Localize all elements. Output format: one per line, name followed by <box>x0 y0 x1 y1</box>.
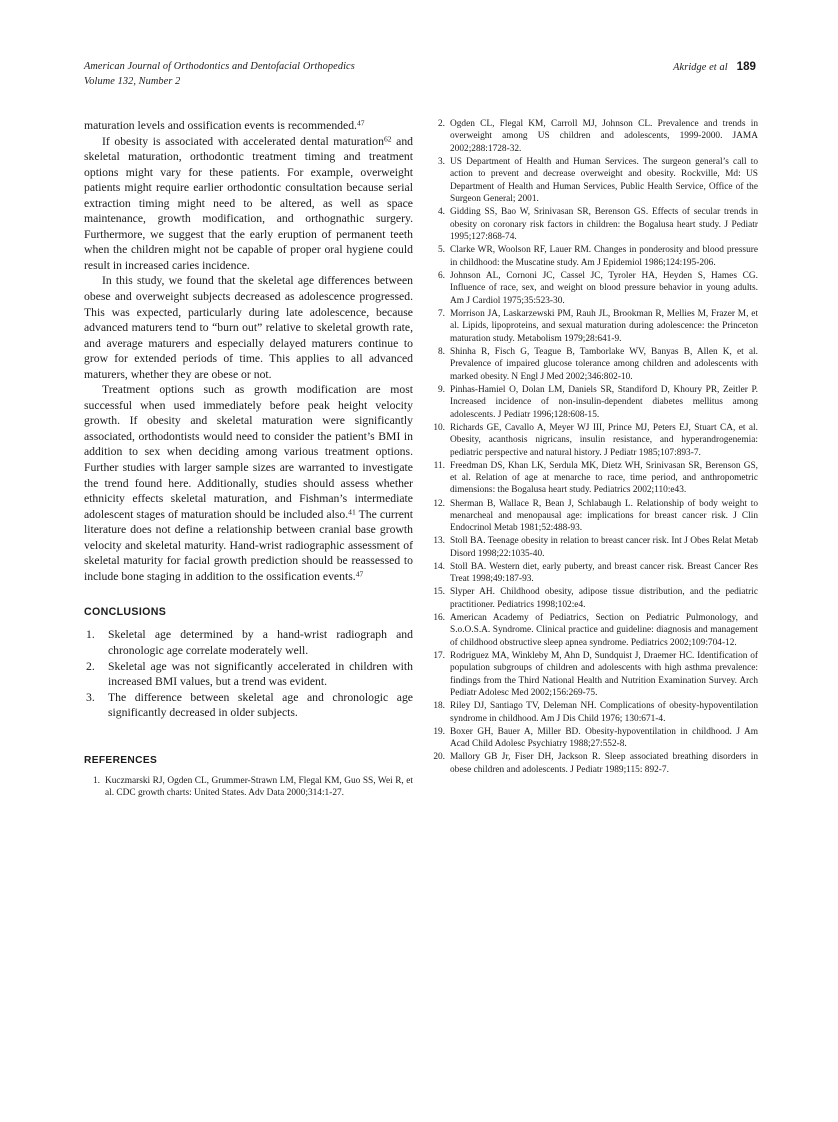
discussion-paragraph: In this study, we found that the skeletal age differences between obese and overweight subjects decreased as adolescence progressed. This was expected, particularly during late adolescence, because advanced maturers tend to “burn out” relative to skeletal growth rate, and average maturers and especially delayed maturers continue to grow for extended periods of time. This applies to all advanced maturers, whether they are obese or not. <box>84 274 413 381</box>
reference-number: 15. <box>433 587 445 598</box>
reference-text: Shinha R, Fisch G, Teague B, Tamborlake WV, Banyas B, Allen K, et al. Prevalence of impaired glucose tolerance among children and adolescents with marked obesity. N Engl J Med 2002;346:802-10. <box>450 346 758 382</box>
discussion-paragraph: Treatment options such as growth modification are most successful when used immediately before peak height velocity growth. If obesity and skeletal maturation were significantly associated, orthodontists would need to consider the patient’s BMI in addition to sex when deciding among various treatment options. Further studies with larger sample sizes are warranted to investigate the trend found here. Additionally, studies should assess whether ethnicity effects skeletal maturation, and Fishman’s intermediate adolescent stages of maturation should be included also.$^{41}$ The current literature does not define a relationship between cranial base growth velocity and skeletal maturity. Hand-wrist radiographic assessment of skeletal maturity for facial growth prediction should be reassessed to include bone staging in addition to the ossification events.$^{47}$ <box>84 383 413 583</box>
conclusion-number: 1. <box>86 628 95 642</box>
reference-number: 2. <box>437 119 445 129</box>
references-heading: REFERENCES <box>84 754 158 766</box>
reference-item <box>429 206 758 243</box>
conclusion-text: Skeletal age was not significantly accelerated in children with increased BMI values, but a trend was evident. <box>108 659 413 689</box>
reference-text: Sherman B, Wallace R, Bean J, Schlabaugh L. Relationship of body weight to menarcheal and menopausal age: implications for breast cancer risk. J Clin Endocrinol Metab 1981;52:488-93. <box>450 498 758 534</box>
reference-text: US Department of Health and Human Services. The surgeon general’s call to action to prevent and decrease overweight and obesity. Rockville, Md: US Department of Health and Human Services, Public Health Service, Office of the Surgeon General; 2001. <box>450 156 758 205</box>
reference-item <box>429 346 758 383</box>
reference-text: Stoll BA. Teenage obesity in relation to breast cancer risk. Int J Obes Relat Metab Disord 1998;22:1035-40. <box>450 536 758 559</box>
reference-item <box>429 498 758 535</box>
references-list-left <box>84 775 413 800</box>
conclusion-number: 3. <box>86 690 95 704</box>
conclusion-number: 2. <box>86 659 95 673</box>
reference-text: Johnson AL, Cornoni JC, Cassel JC, Tyroler HA, Heyden S, Hames CG. Influence of race, sex, and weight on blood pressure behavior in young adults. Am J Cardiol 1975;35:523-30. <box>450 270 758 306</box>
reference-item <box>429 612 758 649</box>
reference-number: 8. <box>437 346 445 357</box>
conclusion-item <box>84 690 413 721</box>
reference-text: Riley DJ, Santiago TV, Deleman NH. Complications of obesity-hypoventilation syndrome in childhood. Am J Dis Child 1976; 130:671-4. <box>450 701 758 724</box>
reference-text: American Academy of Pediatrics, Section on Pediatric Pulmonology, and S.o.O.S.A. Syndrome. Clinical practice and guideline: diagnosis and management of childhood obstructive sleep apnea syndrome. Pediatrics 2002;109:704-12. <box>450 612 758 648</box>
running-head-authors: Akridge et al <box>673 62 728 73</box>
reference-text: Gidding SS, Bao W, Srinivasan SR, Berenson GS. Effects of secular trends in obesity on coronary risk factors in children: the Bogalusa heart study. J Pediatr 1995;127:868-74. <box>450 207 758 243</box>
reference-item <box>429 270 758 307</box>
reference-number: 1. <box>92 775 100 786</box>
reference-item <box>429 156 758 206</box>
discussion-paragraph: If obesity is associated with accelerated dental maturation$^{62}$ and skeletal maturation, orthodontic treatment timing and treatment options might vary for these patients. For example, overweight patients might require earlier orthodontic consultation because serial extraction timing might need to be altered, as well as space maintenance, growth modification, and orthognathic surgery. Furthermore, we suggest that the early eruption of permanent teeth when the children might not be capable of proper oral hygiene could result in increased caries incidence. <box>84 133 414 272</box>
reference-text: Rodriguez MA, Winkleby M, Ahn D, Sundquist J, Draemer HC. Identification of population subgroups of children and adolescents with high asthma prevalence: findings from the Third National Health and Nutrition Examination Survey. Arch Pediatr Adolesc Med 2002;156:269-75. <box>450 650 758 699</box>
reference-number: 7. <box>437 308 445 319</box>
reference-number: 9. <box>437 384 445 395</box>
page-number: 189 <box>736 60 756 73</box>
reference-item <box>429 422 758 459</box>
reference-number: 11. <box>433 460 445 471</box>
reference-item <box>429 308 758 345</box>
reference-text: Morrison JA, Laskarzewski PM, Rauh JL, Brookman R, Mellies M, Frazer M, et al. Lipids, lipoproteins, and sexual maturation during adolescence: the Princeton maturation study. Metabolism 1979;28:641-9. <box>450 308 758 344</box>
reference-item <box>429 244 758 269</box>
discussion-paragraphs <box>84 118 413 584</box>
journal-title: American Journal of Orthodontics and Dentofacial Orthopedics <box>84 61 355 72</box>
running-head-right <box>673 60 756 73</box>
two-column-body <box>84 118 758 800</box>
discussion-paragraph: maturation levels and ossification events is recommended.$^{47}$ <box>84 118 365 132</box>
reference-item <box>429 535 758 560</box>
reference-number: 20. <box>433 752 445 763</box>
right-column <box>429 118 758 800</box>
reference-text: Kuczmarski RJ, Ogden CL, Grummer-Strawn LM, Flegal KM, Guo SS, Wei R, et al. CDC growth charts: United States. Adv Data 2000;314:1-27. <box>105 775 413 799</box>
reference-number: 18. <box>433 701 445 712</box>
running-head-left <box>84 60 355 89</box>
reference-item <box>429 460 758 497</box>
reference-text: Boxer GH, Bauer A, Miller BD. Obesity-hypoventilation in childhood. J Am Acad Child Adolesc Psychiatry 1988;27:552-8. <box>450 726 758 750</box>
reference-item <box>429 700 758 725</box>
conclusion-text: Skeletal age determined by a hand-wrist radiograph and chronologic age correlate moderately well. <box>108 628 413 657</box>
conclusions-list <box>84 627 413 721</box>
conclusion-text: The difference between skeletal age and chronologic age significantly decreased in older subjects. <box>108 690 413 720</box>
reference-text: Pinhas-Hamiel O, Dolan LM, Daniels SR, Standiford D, Khoury PR, Zeitler P. Increased incidence of non-insulin-dependent diabetes mellitus among adolescents. J Pediatr 1996;128:608-15. <box>450 384 758 420</box>
reference-number: 6. <box>437 270 445 281</box>
reference-number: 3. <box>437 156 445 167</box>
volume-issue: Volume 132, Number 2 <box>84 75 181 87</box>
citation-superscript: 62 <box>383 133 392 143</box>
reference-item <box>429 561 758 586</box>
reference-item <box>429 650 758 700</box>
running-head <box>84 60 756 89</box>
reference-item <box>84 775 413 800</box>
citation-superscript: 41 <box>348 507 356 517</box>
references-list-right <box>429 118 758 776</box>
citation-superscript: 47 <box>355 569 364 579</box>
left-column <box>84 118 413 800</box>
reference-number: 14. <box>433 561 445 572</box>
reference-item <box>429 384 758 421</box>
reference-number: 4. <box>437 207 445 218</box>
reference-text: Richards GE, Cavallo A, Meyer WJ III, Prince MJ, Peters EJ, Stuart CA, et al. Obesity, acanthosis nigricans, insulin resistance, and hyperandrogenemia: pediatric perspective and natural history. J Pediatr 1985;107:893-7. <box>450 422 758 458</box>
reference-number: 10. <box>433 422 445 433</box>
reference-item <box>429 586 758 611</box>
conclusion-item <box>84 659 413 690</box>
reference-number: 16. <box>433 612 445 623</box>
reference-item <box>429 751 758 776</box>
reference-text: Mallory GB Jr, Fiser DH, Jackson R. Sleep associated breathing disorders in obese children and adolescents. J Pediatr 1989;115: 892-7. <box>450 752 758 775</box>
reference-number: 5. <box>437 245 445 256</box>
reference-item <box>429 726 758 751</box>
reference-item <box>429 118 758 155</box>
reference-number: 12. <box>433 498 445 509</box>
reference-number: 13. <box>433 536 445 547</box>
reference-text: Ogden CL, Flegal KM, Carroll MJ, Johnson CL. Prevalence and trends in overweight among US children and adolescents, 1999-2000. JAMA 2002;288:1728-32. <box>450 119 758 154</box>
reference-text: Freedman DS, Khan LK, Serdula MK, Dietz WH, Srinivasan SR, Berenson GS, et al. Relation of age at menarche to race, time period, and anthropometric dimensions: the Bogalusa heart study. Pediatrics 2002;110:e43. <box>450 460 758 496</box>
reference-text: Slyper AH. Childhood obesity, adipose tissue distribution, and the pediatric practitioner. Pediatrics 1998;102:e4. <box>450 587 758 610</box>
citation-superscript: 47 <box>356 118 365 128</box>
reference-text: Clarke WR, Woolson RF, Lauer RM. Changes in ponderosity and blood pressure in childhood: the Muscatine study. Am J Epidemiol 1986;124:195-206. <box>450 245 758 268</box>
conclusion-item <box>84 627 413 658</box>
reference-number: 19. <box>433 726 445 737</box>
conclusions-heading: CONCLUSIONS <box>84 606 167 619</box>
reference-number: 17. <box>433 650 445 661</box>
reference-text: Stoll BA. Western diet, early puberty, and breast cancer risk. Breast Cancer Res Treat 1998;49:187-93. <box>450 561 758 585</box>
